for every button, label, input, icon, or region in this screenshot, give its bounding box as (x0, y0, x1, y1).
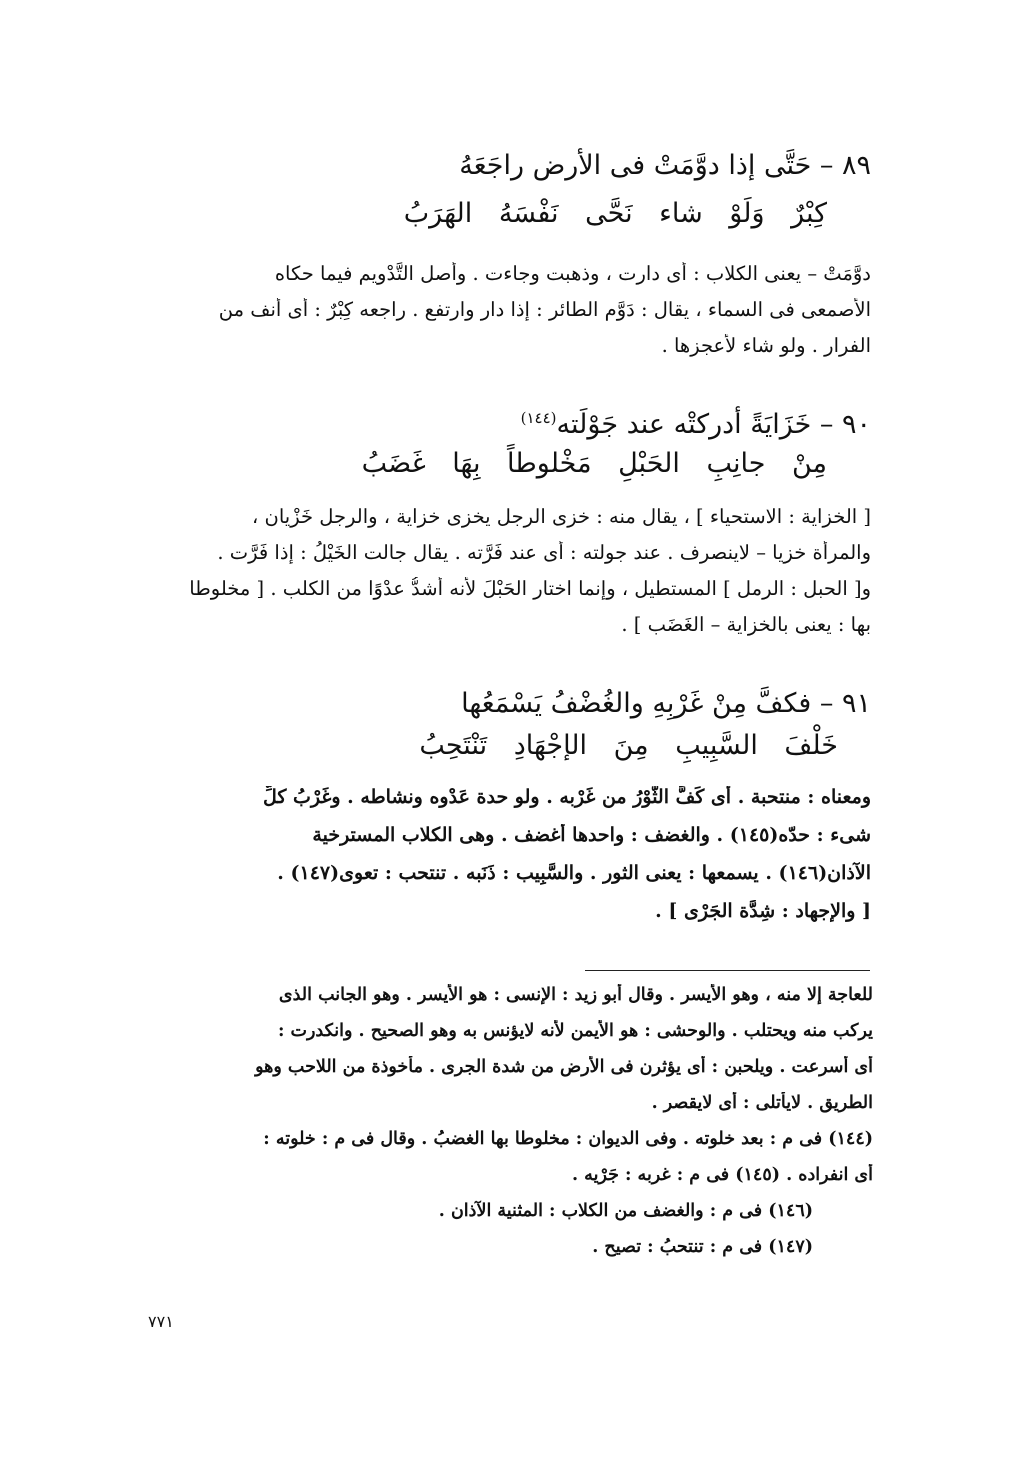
commentary-line: الأصمعى فى السماء ، يقال : دَوَّم الطائر : إذا دار وارتفع . راجعه كِبْرٌ : أى أنف من (218, 298, 871, 321)
verse-90-line-2: مِنْ جانِبِ الحَبْلِ مَخْلوطاً بِهَا غَضَبُ (361, 448, 827, 479)
commentary-line: بها : يعنى بالخزاية – الغَضَب ] . (621, 613, 871, 636)
commentary-line: [ الخزاية : الاستحياء ] ، يقال منه : خزى الرجل يخزى خزاية ، والرجل خَزْيان ، (252, 505, 871, 528)
footnote-separator (585, 970, 870, 971)
page-number: ٧٧١ (148, 1312, 174, 1331)
footnote-line: أى أسرعت . ويلحبن : أى يؤثرن فى الأرض من شدة الجرى . مأخوذة من اللاحب وهو (255, 1057, 873, 1077)
commentary-line: دوَّمَتْ – يعنى الكلاب : أى دارت ، وذهبت وجاءت . وأصل التَّدْويم فيما حكاه (274, 262, 871, 285)
footnote-line: (١٤٤) فى م : بعد خلوته . وفى الديوان : مخلوطا بها الغضبُ . وقال فى م : خلوته : (263, 1129, 873, 1149)
commentary-line: ومعناه : منتحبة . أى كَفَّ الثَّوْرُ من غَرْبه . ولو حدة عَدْوه ونشاطه . وغَرْبُ كلِّ (262, 786, 871, 808)
commentary-line: [ والإجهاد : شِدَّة الجَرْى ] . (655, 900, 871, 922)
footnote-ref: (١٤٤) (520, 409, 557, 427)
verse-91-line-1: ٩١ – فكفَّ مِنْ غَرْبِهِ والغُضْفُ يَسْمَعُها (461, 688, 871, 719)
verse-89-line-2: كِبْرٌ وَلَوْ شاء نَحَّى نَفْسَهُ الهَرَبُ (403, 198, 827, 229)
verse-91-line-2: خَلْفَ السَّبِيبِ مِنَ الإجْهَادِ تَنْتَحِبُ (419, 730, 838, 761)
footnote-line: (١٤٧) فى م : تنتحبُ : تصيح . (592, 1237, 813, 1257)
commentary-line: الآذان(١٤٦) . يسمعها : يعنى الثور . والسَّبِيب : ذَنَبه . تنتحب : تعوى(١٤٧) . (277, 862, 871, 884)
verse-text: ٩٠ – خَزَايَةً أدركتْه عند جَوْلَته (556, 409, 871, 440)
commentary-91 (146, 786, 871, 938)
footnote-line: أى انفراده . (١٤٥) فى م : غربه : جَرْيه . (572, 1165, 873, 1185)
commentary-line: والمرأة خزيا – لاينصرف . عند جولته : أى عند فَرَّته . يقال جالت الخَيْلُ : إذا فَرَّت . (217, 541, 871, 564)
footnote-line: يركب منه ويحتلب . والوحشى : هو الأيمن لأنه لايؤنس به وهو الصحيح . وانكدرت : (277, 1021, 873, 1041)
commentary-90 (151, 505, 871, 649)
verse-89-line-1: ٨٩ – حَتَّى إذا دوَّمَتْ فى الأرض راجَعَهُ (459, 150, 871, 181)
commentary-line: و[ الحبل : الرمل ] المستطيل ، وإنما اختار الحَبْلَ لأنه أشدُّ عدْوًا من الكلب . [ مخلوطا (189, 577, 871, 600)
footnote-line: للعاجة إلا منه ، وهو الأيسر . وقال أبو زيد : الإنسى : هو الأيسر . وهو الجانب الذى (278, 985, 873, 1005)
verse-90-line-1 (521, 400, 871, 443)
commentary-89 (151, 262, 871, 370)
commentary-line: الفرار . ولو شاء لأعجزها . (661, 334, 871, 357)
commentary-line: شىء : حدّه(١٤٥) . والغضف : واحدها أغضف . وهى الكلاب المسترخية (312, 824, 871, 846)
footnote-line: (١٤٦) فى م : والغضف من الكلاب : المثنية الآذان . (438, 1201, 813, 1221)
footnote-line: الطريق . لايأتلى : أى لايقصر . (651, 1093, 873, 1113)
footnotes (143, 984, 873, 1272)
